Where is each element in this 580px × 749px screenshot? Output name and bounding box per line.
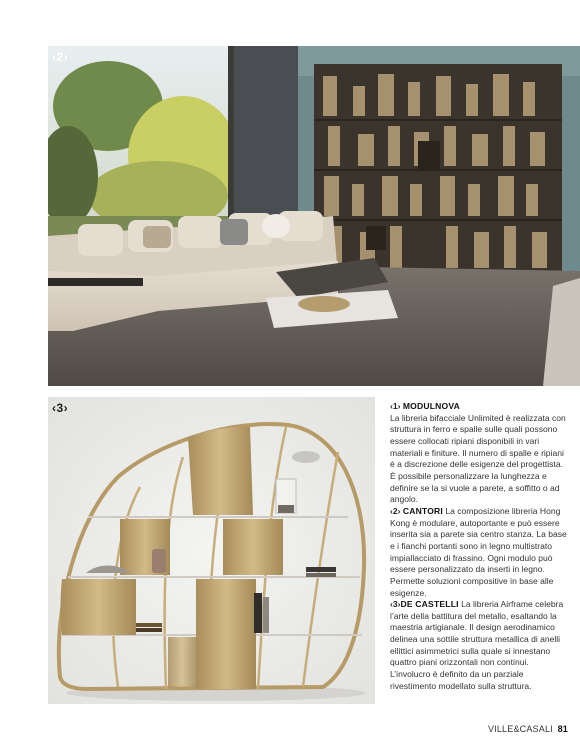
entry-ref: ‹1› <box>390 401 401 411</box>
photo-airframe-bookcase <box>48 397 375 704</box>
photo-ref-tag-3: ‹3› <box>52 401 69 415</box>
page-footer <box>488 724 568 734</box>
article-text-column <box>390 401 568 692</box>
entry-cantori <box>390 506 568 599</box>
entry-de-castelli <box>390 599 568 692</box>
entry-brand: CANTORI <box>402 505 444 516</box>
entry-ref: ‹2› <box>390 505 401 516</box>
page-number: 81 <box>557 724 568 734</box>
entry-modulnova <box>390 401 568 506</box>
entry-ref: ‹3› <box>390 599 401 610</box>
entry-text: La composizione libreria Hong Kong è modulare, autoportante e può essere inserita sia a parete sia centro stanza. La base e i fianchi portanti sono in legno multistrato impiallacciato di frassino. Ogni modulo può essere personalizzato da inserti in legno. Permette soluzioni compositive in base alle esigenze. <box>390 505 567 598</box>
photo-living-room <box>48 46 580 386</box>
photo-ref-tag-2: ‹2› <box>52 50 69 64</box>
entry-brand: DE CASTELLI <box>400 599 459 610</box>
magazine-name: VILLE&CASALI <box>487 724 553 734</box>
entry-text: La libreria bifacciale Unlimited è realizzata con struttura in ferro e spalle sulle quali possono essere collocati ripiani disponibili in vari materiali e finiture. Il numero di spalle e ripiani è a discrezione delle esigenze del progettista. È possibile personalizzare la lunghezza e definire se la si vuole a parete, a soffitto o ad angolo. <box>390 412 566 505</box>
entry-text: La libreria Airframe celebra l’arte della battitura del metallo, esaltando la maestria artigianale. Il design aerodinamico delinea una sottile struttura metallica di anelli ellittici asimmetrici sulla quale si innestano quattro piani orizzontali non continui. L’involucro è definito da un parziale rivestimento modellato sulla struttura. <box>390 599 564 691</box>
entry-brand: MODULNOVA <box>402 401 461 411</box>
